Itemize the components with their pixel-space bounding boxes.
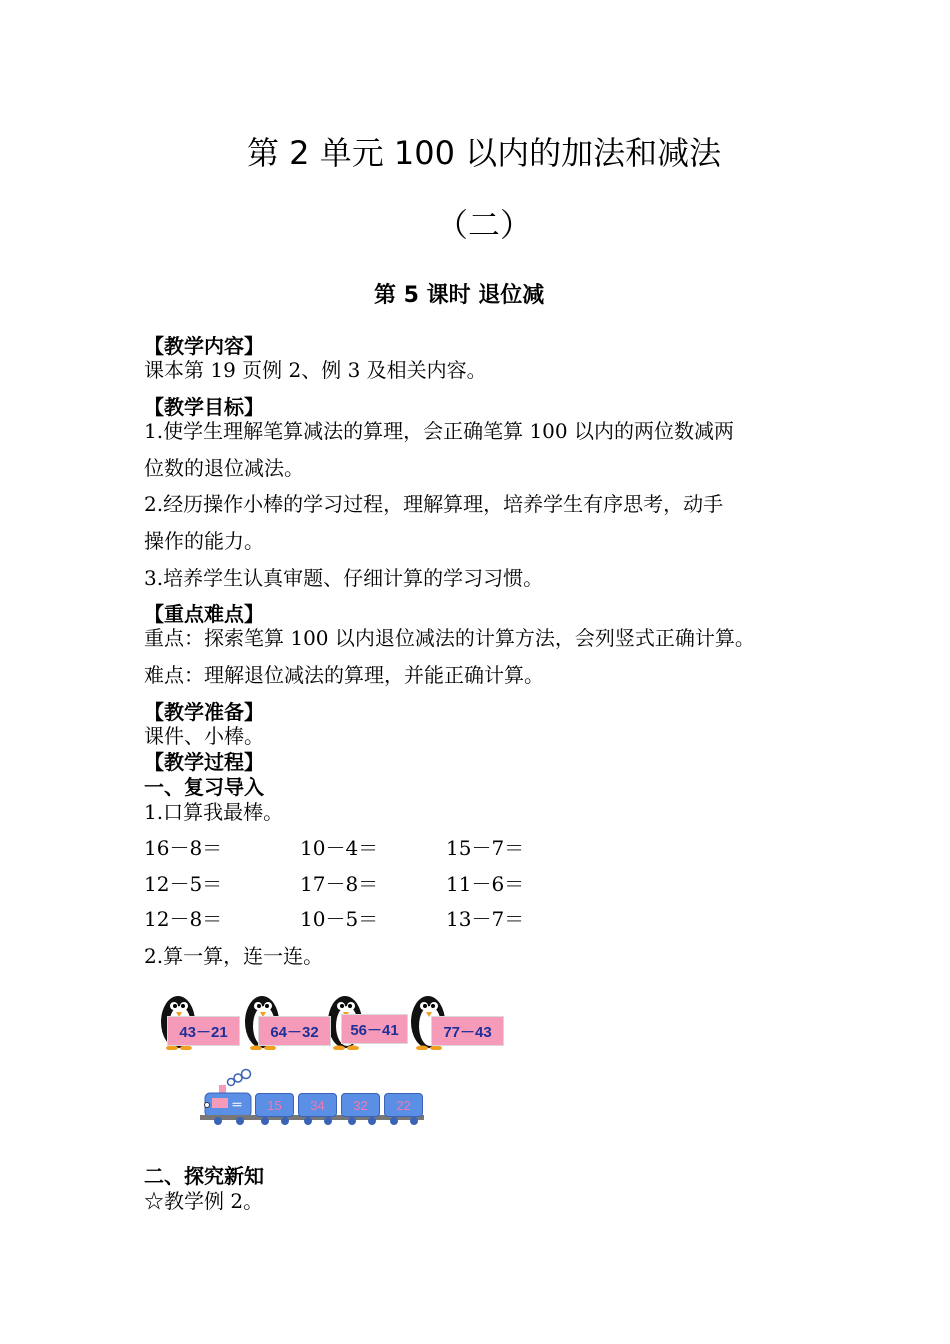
goals-heading: 【教学目标】 <box>144 395 264 419</box>
goal-2-line-1: 2.经历操作小棒的学习过程，理解算理，培养学生有序思考，动手 <box>144 492 724 516</box>
penguin-card: 64－32 <box>258 1016 331 1046</box>
unit-subtitle: （二） <box>436 206 533 244</box>
keypoint-difficulty: 难点：理解退位减法的算理，并能正确计算。 <box>144 663 544 687</box>
goal-1-line-2: 位数的退位减法。 <box>144 456 304 480</box>
penguin-card: 77－43 <box>431 1016 504 1046</box>
train-car: 32 <box>341 1093 380 1117</box>
item-2: 2.算一算，连一连。 <box>144 944 324 968</box>
oral-problem: 10－5＝ <box>300 907 379 931</box>
oral-problem: 12－5＝ <box>144 872 223 896</box>
part2-heading: 二、探究新知 <box>144 1164 264 1188</box>
penguin-card: 56－41 <box>341 1014 408 1044</box>
item-1: 1.口算我最棒。 <box>144 800 284 824</box>
oral-problem: 12－8＝ <box>144 907 223 931</box>
penguin-card: 43－21 <box>167 1016 240 1046</box>
lesson-title: 第 5 课时 退位减 <box>374 283 545 308</box>
keypoint-focus: 重点：探索笔算 100 以内退位减法的计算方法，会列竖式正确计算。 <box>144 626 755 650</box>
content-heading: 【教学内容】 <box>144 334 264 358</box>
train-engine-label: ＝ <box>231 1098 244 1112</box>
content-text: 课本第 19 页例 2、例 3 及相关内容。 <box>144 358 487 382</box>
process-heading: 【教学过程】 <box>144 750 264 774</box>
oral-problem: 17－8＝ <box>300 872 379 896</box>
train-car: 15 <box>255 1093 294 1117</box>
unit-title: 第 2 单元 100 以内的加法和减法 <box>247 134 722 172</box>
goal-2-line-2: 操作的能力。 <box>144 529 264 553</box>
keypoints-heading: 【重点难点】 <box>144 602 264 626</box>
example-2: ☆教学例 2。 <box>144 1189 264 1213</box>
prep-heading: 【教学准备】 <box>144 700 264 724</box>
oral-problem: 11－6＝ <box>446 872 525 896</box>
train-car: 34 <box>298 1093 337 1117</box>
oral-problem: 15－7＝ <box>446 836 525 860</box>
train-car: 22 <box>384 1093 423 1117</box>
part1-heading: 一、复习导入 <box>144 775 264 799</box>
oral-problem: 16－8＝ <box>144 836 223 860</box>
oral-problem: 10－4＝ <box>300 836 379 860</box>
goal-1-line-1: 1.使学生理解笔算减法的算理，会正确笔算 100 以内的两位数减两 <box>144 419 734 443</box>
prep-text: 课件、小棒。 <box>144 724 264 748</box>
oral-problem: 13－7＝ <box>446 907 525 931</box>
goal-3: 3.培养学生认真审题、仔细计算的学习习惯。 <box>144 566 544 590</box>
